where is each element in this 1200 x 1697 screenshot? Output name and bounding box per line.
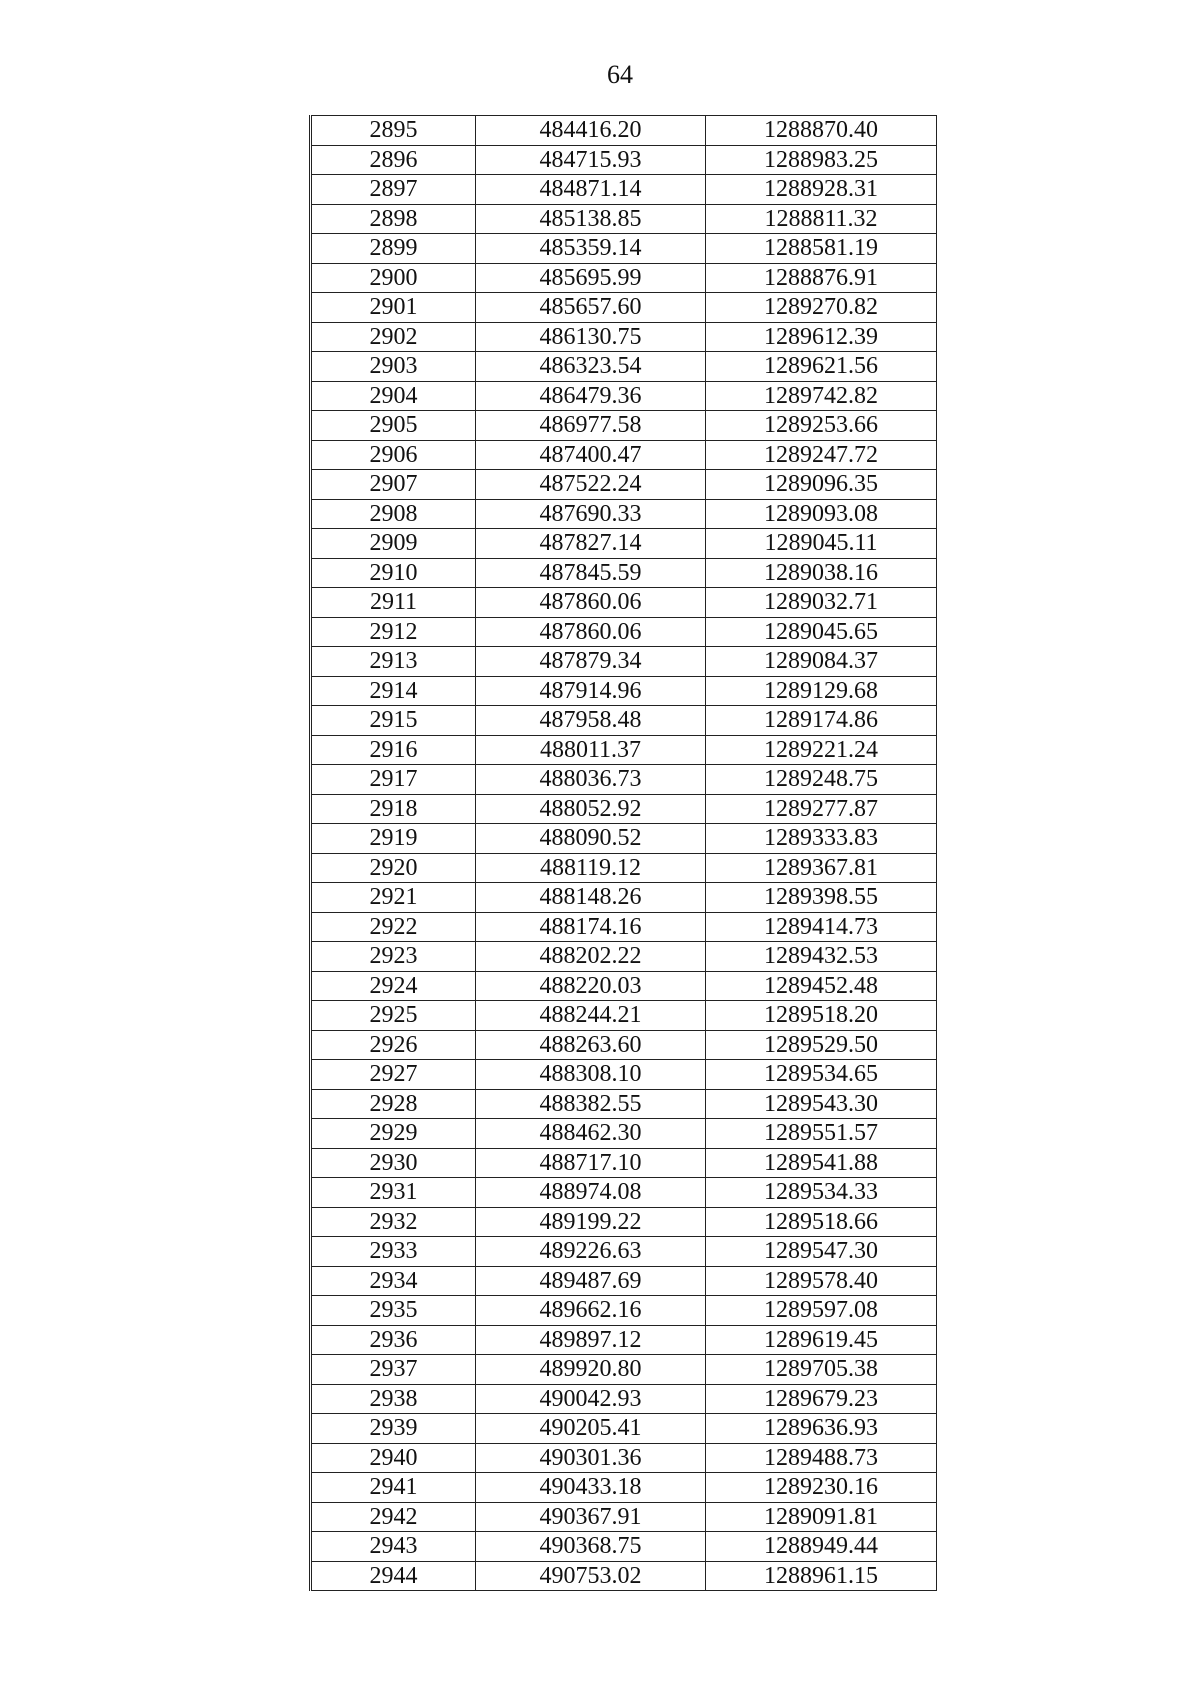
point-number-cell: 2934 [311, 1266, 476, 1296]
y-coordinate-cell: 1289248.75 [706, 765, 937, 795]
point-number-cell: 2897 [311, 175, 476, 205]
x-coordinate-cell: 484416.20 [476, 116, 706, 146]
y-coordinate-cell: 1289096.35 [706, 470, 937, 500]
point-number-cell: 2927 [311, 1060, 476, 1090]
table-row [311, 735, 937, 765]
point-number-cell: 2943 [311, 1532, 476, 1562]
y-coordinate-cell: 1289253.66 [706, 411, 937, 441]
point-number-cell: 2939 [311, 1414, 476, 1444]
y-coordinate-cell: 1289452.48 [706, 971, 937, 1001]
x-coordinate-cell: 487522.24 [476, 470, 706, 500]
table-row [311, 558, 937, 588]
point-number-cell: 2914 [311, 676, 476, 706]
table-row [311, 1237, 937, 1267]
x-coordinate-cell: 487827.14 [476, 529, 706, 559]
table-row [311, 1296, 937, 1326]
point-number-cell: 2905 [311, 411, 476, 441]
table-row [311, 676, 937, 706]
coordinates-table-container [309, 115, 937, 1591]
x-coordinate-cell: 488263.60 [476, 1030, 706, 1060]
table-row [311, 1178, 937, 1208]
table-row [311, 794, 937, 824]
table-row [311, 381, 937, 411]
x-coordinate-cell: 490205.41 [476, 1414, 706, 1444]
x-coordinate-cell: 486479.36 [476, 381, 706, 411]
y-coordinate-cell: 1289091.81 [706, 1502, 937, 1532]
point-number-cell: 2916 [311, 735, 476, 765]
table-row [311, 499, 937, 529]
point-number-cell: 2906 [311, 440, 476, 470]
y-coordinate-cell: 1289547.30 [706, 1237, 937, 1267]
coordinates-table-body [311, 116, 937, 1591]
y-coordinate-cell: 1289414.73 [706, 912, 937, 942]
table-row [311, 529, 937, 559]
x-coordinate-cell: 488148.26 [476, 883, 706, 913]
point-number-cell: 2942 [311, 1502, 476, 1532]
point-number-cell: 2910 [311, 558, 476, 588]
y-coordinate-cell: 1289529.50 [706, 1030, 937, 1060]
table-row [311, 116, 937, 146]
table-row [311, 145, 937, 175]
x-coordinate-cell: 488382.55 [476, 1089, 706, 1119]
x-coordinate-cell: 489487.69 [476, 1266, 706, 1296]
y-coordinate-cell: 1289488.73 [706, 1443, 937, 1473]
x-coordinate-cell: 490042.93 [476, 1384, 706, 1414]
point-number-cell: 2896 [311, 145, 476, 175]
table-row [311, 765, 937, 795]
table-row [311, 204, 937, 234]
y-coordinate-cell: 1289129.68 [706, 676, 937, 706]
x-coordinate-cell: 490368.75 [476, 1532, 706, 1562]
point-number-cell: 2926 [311, 1030, 476, 1060]
x-coordinate-cell: 488308.10 [476, 1060, 706, 1090]
point-number-cell: 2899 [311, 234, 476, 264]
point-number-cell: 2929 [311, 1119, 476, 1149]
y-coordinate-cell: 1289597.08 [706, 1296, 937, 1326]
table-row [311, 1001, 937, 1031]
y-coordinate-cell: 1289045.11 [706, 529, 937, 559]
y-coordinate-cell: 1289230.16 [706, 1473, 937, 1503]
x-coordinate-cell: 484871.14 [476, 175, 706, 205]
point-number-cell: 2918 [311, 794, 476, 824]
y-coordinate-cell: 1289679.23 [706, 1384, 937, 1414]
x-coordinate-cell: 489226.63 [476, 1237, 706, 1267]
table-row [311, 293, 937, 323]
y-coordinate-cell: 1288961.15 [706, 1561, 937, 1591]
point-number-cell: 2923 [311, 942, 476, 972]
point-number-cell: 2938 [311, 1384, 476, 1414]
point-number-cell: 2902 [311, 322, 476, 352]
point-number-cell: 2944 [311, 1561, 476, 1591]
y-coordinate-cell: 1289247.72 [706, 440, 937, 470]
x-coordinate-cell: 485657.60 [476, 293, 706, 323]
y-coordinate-cell: 1289742.82 [706, 381, 937, 411]
table-row [311, 1148, 937, 1178]
point-number-cell: 2901 [311, 293, 476, 323]
table-row [311, 706, 937, 736]
x-coordinate-cell: 488202.22 [476, 942, 706, 972]
x-coordinate-cell: 488036.73 [476, 765, 706, 795]
table-row [311, 971, 937, 1001]
table-row [311, 853, 937, 883]
x-coordinate-cell: 489897.12 [476, 1325, 706, 1355]
x-coordinate-cell: 489199.22 [476, 1207, 706, 1237]
y-coordinate-cell: 1289619.45 [706, 1325, 937, 1355]
x-coordinate-cell: 488174.16 [476, 912, 706, 942]
x-coordinate-cell: 489920.80 [476, 1355, 706, 1385]
x-coordinate-cell: 488052.92 [476, 794, 706, 824]
table-row [311, 411, 937, 441]
point-number-cell: 2935 [311, 1296, 476, 1326]
table-row [311, 912, 937, 942]
y-coordinate-cell: 1288581.19 [706, 234, 937, 264]
y-coordinate-cell: 1289551.57 [706, 1119, 937, 1149]
x-coordinate-cell: 488119.12 [476, 853, 706, 883]
point-number-cell: 2940 [311, 1443, 476, 1473]
y-coordinate-cell: 1289367.81 [706, 853, 937, 883]
x-coordinate-cell: 488090.52 [476, 824, 706, 854]
table-row [311, 588, 937, 618]
y-coordinate-cell: 1289333.83 [706, 824, 937, 854]
y-coordinate-cell: 1289541.88 [706, 1148, 937, 1178]
x-coordinate-cell: 487958.48 [476, 706, 706, 736]
point-number-cell: 2941 [311, 1473, 476, 1503]
table-row [311, 1060, 937, 1090]
point-number-cell: 2919 [311, 824, 476, 854]
table-row [311, 1089, 937, 1119]
point-number-cell: 2912 [311, 617, 476, 647]
point-number-cell: 2895 [311, 116, 476, 146]
x-coordinate-cell: 490753.02 [476, 1561, 706, 1591]
y-coordinate-cell: 1289038.16 [706, 558, 937, 588]
y-coordinate-cell: 1289277.87 [706, 794, 937, 824]
y-coordinate-cell: 1289534.33 [706, 1178, 937, 1208]
point-number-cell: 2921 [311, 883, 476, 913]
x-coordinate-cell: 487879.34 [476, 647, 706, 677]
x-coordinate-cell: 488244.21 [476, 1001, 706, 1031]
y-coordinate-cell: 1289636.93 [706, 1414, 937, 1444]
table-row [311, 470, 937, 500]
y-coordinate-cell: 1289612.39 [706, 322, 937, 352]
point-number-cell: 2937 [311, 1355, 476, 1385]
x-coordinate-cell: 488974.08 [476, 1178, 706, 1208]
y-coordinate-cell: 1289432.53 [706, 942, 937, 972]
y-coordinate-cell: 1288870.40 [706, 116, 937, 146]
x-coordinate-cell: 490433.18 [476, 1473, 706, 1503]
x-coordinate-cell: 487845.59 [476, 558, 706, 588]
table-row [311, 1443, 937, 1473]
table-row [311, 322, 937, 352]
point-number-cell: 2900 [311, 263, 476, 293]
x-coordinate-cell: 487860.06 [476, 617, 706, 647]
table-row [311, 352, 937, 382]
point-number-cell: 2908 [311, 499, 476, 529]
y-coordinate-cell: 1289221.24 [706, 735, 937, 765]
y-coordinate-cell: 1289518.20 [706, 1001, 937, 1031]
table-row [311, 263, 937, 293]
point-number-cell: 2903 [311, 352, 476, 382]
table-row [311, 234, 937, 264]
x-coordinate-cell: 488220.03 [476, 971, 706, 1001]
point-number-cell: 2909 [311, 529, 476, 559]
table-row [311, 1266, 937, 1296]
y-coordinate-cell: 1289045.65 [706, 617, 937, 647]
y-coordinate-cell: 1289621.56 [706, 352, 937, 382]
table-row [311, 1473, 937, 1503]
point-number-cell: 2924 [311, 971, 476, 1001]
table-row [311, 883, 937, 913]
table-row [311, 1561, 937, 1591]
y-coordinate-cell: 1288876.91 [706, 263, 937, 293]
x-coordinate-cell: 488462.30 [476, 1119, 706, 1149]
point-number-cell: 2920 [311, 853, 476, 883]
x-coordinate-cell: 485695.99 [476, 263, 706, 293]
point-number-cell: 2907 [311, 470, 476, 500]
y-coordinate-cell: 1289084.37 [706, 647, 937, 677]
point-number-cell: 2931 [311, 1178, 476, 1208]
table-row [311, 175, 937, 205]
point-number-cell: 2933 [311, 1237, 476, 1267]
x-coordinate-cell: 487860.06 [476, 588, 706, 618]
x-coordinate-cell: 485138.85 [476, 204, 706, 234]
x-coordinate-cell: 487400.47 [476, 440, 706, 470]
table-row [311, 942, 937, 972]
point-number-cell: 2915 [311, 706, 476, 736]
x-coordinate-cell: 490367.91 [476, 1502, 706, 1532]
x-coordinate-cell: 489662.16 [476, 1296, 706, 1326]
x-coordinate-cell: 486977.58 [476, 411, 706, 441]
coordinates-table [309, 115, 937, 1591]
table-row [311, 1119, 937, 1149]
table-row [311, 1532, 937, 1562]
x-coordinate-cell: 486130.75 [476, 322, 706, 352]
point-number-cell: 2928 [311, 1089, 476, 1119]
table-row [311, 1384, 937, 1414]
x-coordinate-cell: 484715.93 [476, 145, 706, 175]
x-coordinate-cell: 486323.54 [476, 352, 706, 382]
y-coordinate-cell: 1288949.44 [706, 1532, 937, 1562]
y-coordinate-cell: 1289578.40 [706, 1266, 937, 1296]
point-number-cell: 2904 [311, 381, 476, 411]
y-coordinate-cell: 1289032.71 [706, 588, 937, 618]
x-coordinate-cell: 488717.10 [476, 1148, 706, 1178]
point-number-cell: 2911 [311, 588, 476, 618]
point-number-cell: 2930 [311, 1148, 476, 1178]
table-row [311, 617, 937, 647]
x-coordinate-cell: 488011.37 [476, 735, 706, 765]
y-coordinate-cell: 1289398.55 [706, 883, 937, 913]
x-coordinate-cell: 490301.36 [476, 1443, 706, 1473]
point-number-cell: 2925 [311, 1001, 476, 1031]
y-coordinate-cell: 1289270.82 [706, 293, 937, 323]
y-coordinate-cell: 1288983.25 [706, 145, 937, 175]
y-coordinate-cell: 1289534.65 [706, 1060, 937, 1090]
table-row [311, 1355, 937, 1385]
table-row [311, 1207, 937, 1237]
table-row [311, 1414, 937, 1444]
point-number-cell: 2936 [311, 1325, 476, 1355]
y-coordinate-cell: 1289174.86 [706, 706, 937, 736]
x-coordinate-cell: 485359.14 [476, 234, 706, 264]
table-row [311, 1030, 937, 1060]
point-number-cell: 2917 [311, 765, 476, 795]
x-coordinate-cell: 487690.33 [476, 499, 706, 529]
point-number-cell: 2898 [311, 204, 476, 234]
table-row [311, 440, 937, 470]
table-row [311, 647, 937, 677]
point-number-cell: 2913 [311, 647, 476, 677]
y-coordinate-cell: 1289543.30 [706, 1089, 937, 1119]
table-row [311, 1325, 937, 1355]
y-coordinate-cell: 1289518.66 [706, 1207, 937, 1237]
table-row [311, 824, 937, 854]
table-row [311, 1502, 937, 1532]
y-coordinate-cell: 1288928.31 [706, 175, 937, 205]
y-coordinate-cell: 1289705.38 [706, 1355, 937, 1385]
x-coordinate-cell: 487914.96 [476, 676, 706, 706]
point-number-cell: 2932 [311, 1207, 476, 1237]
page-number: 64 [607, 60, 633, 89]
y-coordinate-cell: 1289093.08 [706, 499, 937, 529]
y-coordinate-cell: 1288811.32 [706, 204, 937, 234]
point-number-cell: 2922 [311, 912, 476, 942]
